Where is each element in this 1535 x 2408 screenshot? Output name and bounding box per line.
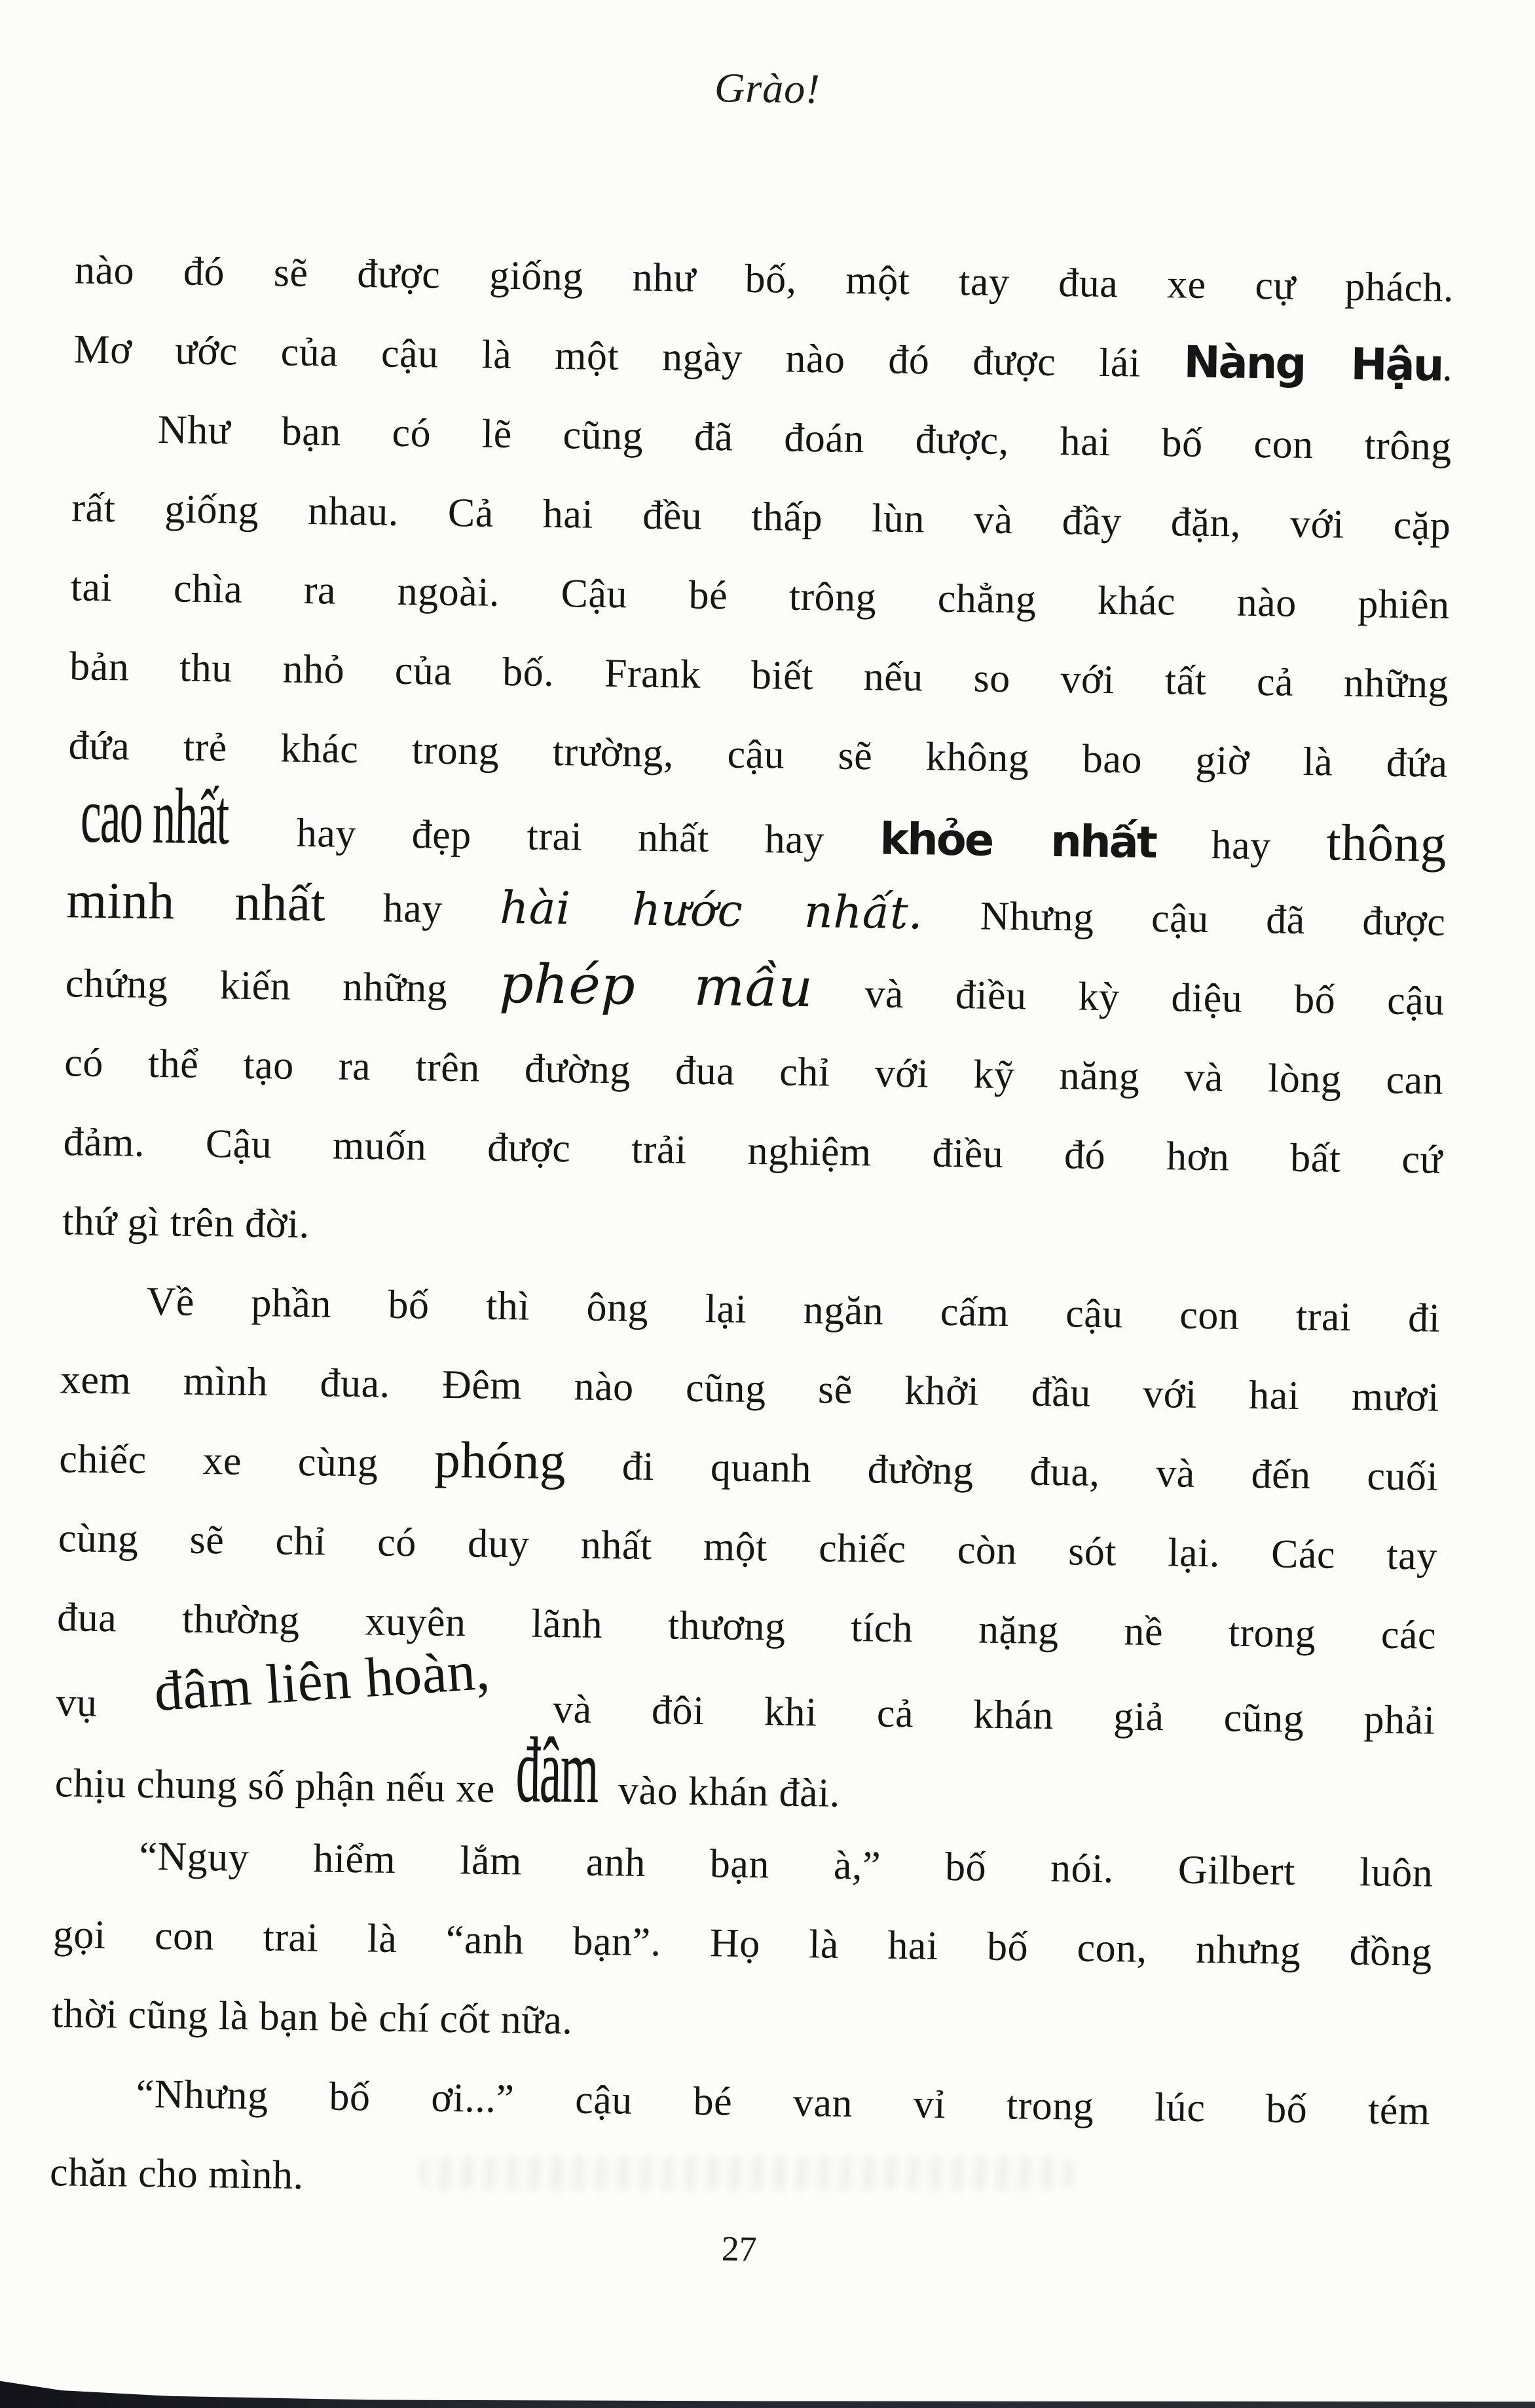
text-run-big: thông <box>1326 814 1447 873</box>
text-run-normal: đi quanh đường đua, và đến cuối <box>565 1443 1439 1499</box>
text-run-normal: Như bạn có lẽ cũng đã đoán được, hai bố con trông <box>157 407 1452 469</box>
text-run-normal: Về phần bố thì ông lại ngăn cấm cậu con trai đi <box>146 1279 1441 1341</box>
text-run-script-big: phép mầu <box>498 952 814 1020</box>
text-run-normal: hay <box>325 885 500 932</box>
text-run-normal: và đôi khi cả khán giả cũng phải <box>492 1685 1435 1743</box>
text-run-normal: hay <box>1155 822 1327 869</box>
text-run-marker: khỏe nhất <box>879 813 1156 869</box>
text-run-normal: thời cũng là bạn bè chí cốt nữa. <box>51 1991 573 2043</box>
text-run-normal: tai chìa ra ngoài. Cậu bé trông chẳng khác nào phiên <box>70 565 1451 628</box>
text-run-normal: xem mình đua. Đêm nào cũng sẽ khởi đầu với hai mươi <box>60 1357 1440 1420</box>
page-number: 27 <box>721 2229 758 2269</box>
text-run-normal: bản thu nhỏ của bố. Frank biết nếu so với tất cả những <box>69 644 1449 707</box>
text-run-script: hài hước nhất. <box>499 882 923 940</box>
text-run-normal: Nhưng cậu đã được <box>922 893 1446 945</box>
text-run-xtall: đâm <box>515 1718 599 1824</box>
text-run-normal: thứ gì trên đời. <box>62 1199 310 1247</box>
text-run-normal: đảm. Cậu muốn được trải nghiệm điều đó hơn bất cứ <box>63 1119 1443 1182</box>
text-run-normal: nào đó sẽ được giống như bố, một tay đua xe cự phách. <box>74 248 1454 310</box>
text-run-normal: “Nhưng bố ơi...” cậu bé van vỉ trong lúc bố tém <box>136 2071 1431 2134</box>
text-run-normal: và điều kỳ diệu bố cậu <box>813 971 1445 1024</box>
text-run-big: minh nhất <box>66 871 326 933</box>
text-run-marker: Nàng Hậu <box>1183 336 1443 391</box>
text-run-normal: chứng kiến những <box>65 961 500 1011</box>
text-run-rising: đâm liên hoàn, <box>152 1638 492 1723</box>
watermark-smudge <box>419 2156 1074 2191</box>
text-run-normal: chiếc xe cùng <box>58 1437 435 1486</box>
text-run-normal: đua thường xuyên lãnh thương tích nặng nề trong các <box>56 1595 1437 1658</box>
text-run-normal: chịu chung số phận nếu xe <box>54 1761 506 1812</box>
text-run-normal: . <box>1441 345 1453 390</box>
text-run-normal: Mơ ước của cậu là một ngày nào đó được lái <box>73 327 1184 386</box>
text-run-normal: vụ <box>56 1680 158 1727</box>
text-run-normal: có thể tạo ra trên đường đua chỉ với kỹ năng và lòng can <box>64 1040 1444 1103</box>
text-run-normal: gọi con trai là “anh bạn”. Họ là hai bố con, nhưng đồng <box>52 1912 1433 1975</box>
text-block <box>49 231 1454 2230</box>
text-run-normal: cùng sẽ chỉ có duy nhất một chiếc còn sót lại. Các tay <box>58 1516 1438 1579</box>
text-run-normal: đứa trẻ khác trong trường, cậu sẽ không bao giờ là đứa <box>68 723 1448 786</box>
text-run-tall: cao nhất <box>80 771 229 862</box>
text-run-big: phóng <box>434 1431 566 1491</box>
text-run-normal: hay đẹp trai nhất hay <box>240 810 881 863</box>
running-header-title: Grào! <box>714 64 821 113</box>
text-run-normal: vào khán đài. <box>607 1768 841 1816</box>
text-run-normal: “Nguy hiểm lắm anh bạn à,” bố nói. Gilbert luôn <box>139 1834 1433 1896</box>
text-run-normal: rất giống nhau. Cả hai đều thấp lùn và đầy đặn, với cặp <box>71 485 1451 548</box>
text-run-normal: chăn cho mình. <box>49 2150 305 2198</box>
